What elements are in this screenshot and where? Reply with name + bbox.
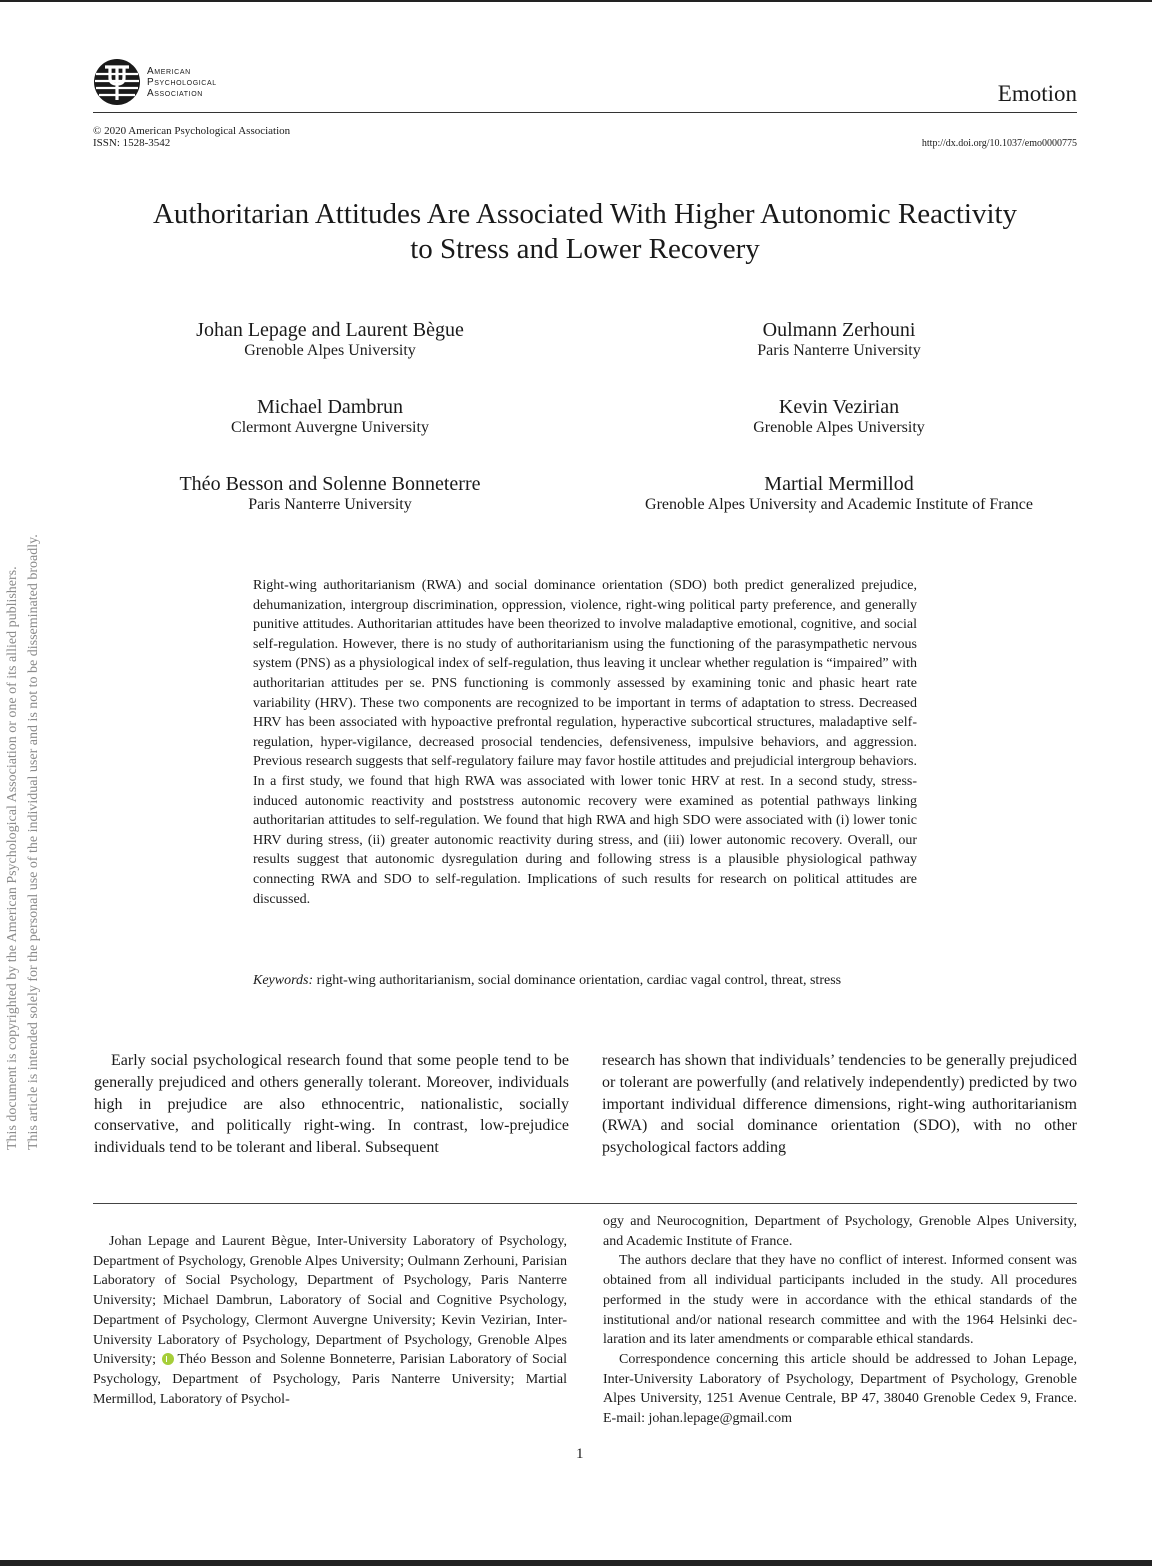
top-border xyxy=(0,0,1152,2)
margin-note-line: This article is intended solely for the personal use of the individual user and is not to be disseminated broadly. xyxy=(26,534,41,1150)
title-line-2: to Stress and Lower Recovery xyxy=(410,233,760,265)
doi-link[interactable]: http://dx.doi.org/10.1037/emo0000775 xyxy=(921,138,1077,149)
copyright-margin-note xyxy=(2,410,44,1150)
author-block xyxy=(599,396,1079,437)
keywords xyxy=(253,971,917,990)
affiliation-continuation: ogy and Neurocognition, Department of Psychology, Grenoble Alpes University, and Academic Institute of France. xyxy=(603,1214,1077,1249)
author-affiliation: Grenoble Alpes University xyxy=(753,419,925,436)
author-block xyxy=(90,473,570,514)
publisher-line: Psychological xyxy=(147,77,217,88)
page-number: 1 xyxy=(576,1446,584,1462)
author-block xyxy=(90,319,570,360)
issn: ISSN: 1528-3542 xyxy=(93,137,171,149)
title-line-1: Authoritarian Attitudes Are Associated With Higher Autonomic Reactivity xyxy=(152,198,1018,230)
author-affiliation: Paris Nanterre University xyxy=(757,342,921,359)
apa-logo-icon xyxy=(93,58,141,106)
publisher-line: Association xyxy=(147,88,203,99)
author-name: Kevin Vezirian xyxy=(778,396,900,418)
article-title xyxy=(60,197,1110,267)
affiliation-text: Johan Lepage and Laurent Bègue, Inter-University Laboratory of Psychology, Department of Psychology, Grenoble Alpes University; Oulmann Zerhouni, Parisian Laboratory of Social Psychology, Department of Psychology, Paris Nanterre University; Michael Dambrun, Laboratory of Social and Cognitive Psychology, Department of Psychology, Clermont Auvergne University; Kevin Vezirian, Inter-University Laboratory of Psychology, Department of Psychology, Grenoble Alpes University; xyxy=(93,1234,567,1368)
footnote-rule xyxy=(93,1203,1077,1204)
copyright: © 2020 American Psychological Association xyxy=(93,125,291,137)
orcid-icon[interactable] xyxy=(162,1353,174,1365)
author-name: Johan Lepage and Laurent Bègue xyxy=(196,319,464,341)
copyright-block xyxy=(93,125,290,149)
keywords-text: right-wing authoritarianism, social dominance orientation, cardiac vagal control, threat, stress xyxy=(313,973,842,988)
author-affiliation: Grenoble Alpes University and Academic Institute of France xyxy=(645,496,1033,513)
publisher-name xyxy=(147,66,217,99)
author-affiliation: Clermont Auvergne University xyxy=(231,419,429,436)
author-affiliation: Paris Nanterre University xyxy=(248,496,412,513)
author-note-continued xyxy=(603,1212,1077,1429)
margin-note-line: This document is copyrighted by the American Psychological Association or one of its allied publishers. xyxy=(5,566,20,1150)
publisher-line: American xyxy=(147,66,191,77)
author-note-affiliations xyxy=(93,1232,567,1409)
header-rule xyxy=(93,112,1077,113)
abstract: Right-wing authoritarianism (RWA) and social dominance orientation (SDO) both predict generalized prejudice, dehumanization, intergroup discrimination, oppression, violence, right-wing political party preference, and generally punitive attitudes. Authoritarian attitudes have been theorized to involve maladaptive emotional, cognitive, and social self-regulation. However, there is no study of authoritarianism using the functioning of the parasympathetic nervous system (PNS) as a physiological index of self-regulation, thus leaving it unclear whether regulation is “impaired” with authoritarian attitudes per se. PNS functioning is commonly assessed by examining tonic and phasic heart rate variability (HRV). These two components are recognized to be important in terms of adaptation to stress. Decreased HRV has been associated with hypoactive prefrontal regulation, hyperactive subcortical structures, maladaptive self-regulation, hyper-vigilance, decreased prosocial tendencies, defensiveness, impulsive behaviors, and aggression. Previous research suggests that self-regulatory failure may favor hostile attitudes and prejudicial intergroup behaviors. In a first study, we found that high RWA was associated with lower tonic HRV at rest. In a second study, stress-induced autonomic reactivity and poststress autonomic recovery were examined as potential pathways linking authoritarian attitudes to self-regulation. We found that high RWA and high SDO were associated with (i) lower tonic HRV during stress, (ii) greater autonomic reactivity during stress, and (iii) lower autonomic recovery. Overall, our results suggest that autonomic dysregulation during and following stress is a plausible physiological pathway connecting RWA and SDO to self-regulation. Implications of such results for research on political attitudes are discussed. xyxy=(253,578,917,907)
body-column-left: Early social psychological research found that some people tend to be generally prejudiced and others generally tolerant. Moreover, individuals high in prejudice are also ethnocentric, nationalistic, socially conservative, and politically right-wing. In contrast, low-prejudice individuals tend to be tolerant and liberal. Subsequent xyxy=(94,1052,569,1157)
correspondence-note: Correspondence concerning this article should be addressed to Johan Lepage, Inter-University Laboratory of Psychology, Department of Psychology, Grenoble Alpes University, 1251 Avenue Centrale, BP 47, 38040 Grenoble Cedex 9, France. E-mail: johan.lepage@gmail.com xyxy=(603,1351,1077,1427)
body-column-right: research has shown that individuals’ tendencies to be generally prejudiced or tolerant are powerfully (and relatively independently) predicted by two important individual difference dimensions, right-wing authoritarianism (RWA) and social dominance orientation (SDO), with no other psychological factors adding xyxy=(602,1052,1077,1157)
author-block xyxy=(599,319,1079,360)
author-affiliation: Grenoble Alpes University xyxy=(244,342,416,359)
author-name: Théo Besson and Solenne Bonneterre xyxy=(179,473,481,495)
author-name: Michael Dambrun xyxy=(256,396,404,418)
keywords-label: Keywords: xyxy=(253,973,314,988)
affiliation-text: Théo Besson and Solenne Bonneterre, Parisian Laboratory of Social Psychology, Department of Psychology, Paris Nanterre University; Martial Mermillod, Laboratory of Psychol- xyxy=(93,1352,568,1407)
author-name: Martial Mermillod xyxy=(764,473,914,495)
bottom-border xyxy=(0,1560,1152,1566)
conflict-statement: The authors declare that they have no conflict of interest. Informed consent was obtained from all individual participants included in the study. All procedures performed in the study were in accordance with the ethical standards of the institutional and/or national research committee and with the 1964 Helsinki declaration and its later amendments or comparable ethical standards. xyxy=(603,1253,1077,1348)
author-name: Oulmann Zerhouni xyxy=(762,319,916,341)
author-block xyxy=(90,396,570,437)
author-block xyxy=(599,473,1079,514)
journal-name: Emotion xyxy=(997,81,1077,106)
